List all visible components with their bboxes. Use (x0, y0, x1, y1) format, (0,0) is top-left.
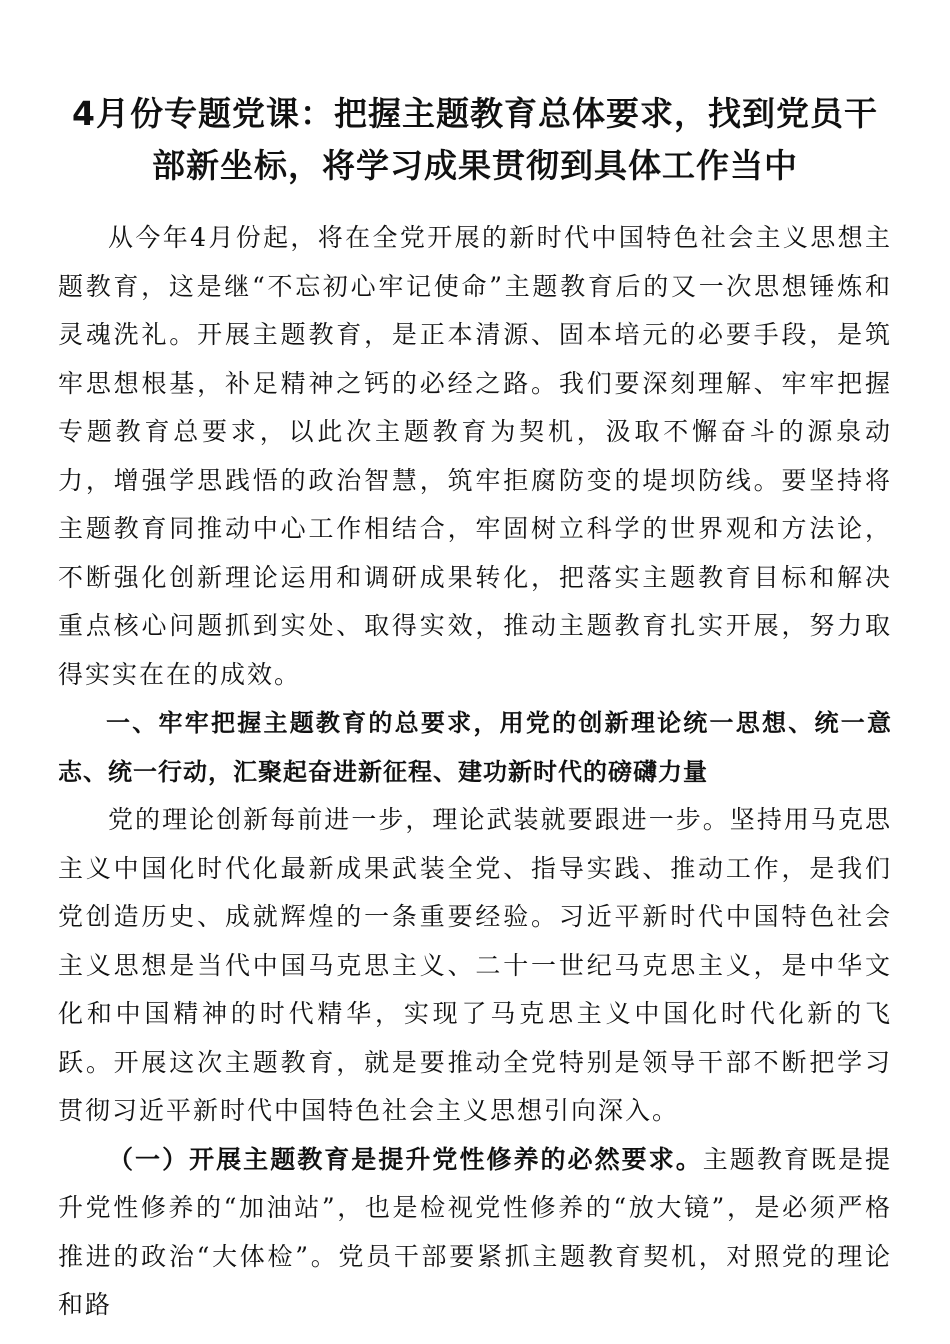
subsection-1-body: 主题教育既是提升党性修养的“加油站”，也是检视党性修养的“放大镜”，是必须严格推进的政治“大体检”。党员干部要紧抓主题教育契机，对照党的理论和路 (58, 1144, 892, 1319)
subsection-1-heading: （一）开展主题教育是提升党性修养的必然要求。 (108, 1144, 703, 1174)
document-title: 4月份专题党课：把握主题教育总体要求，找到党员干部新坐标，将学习成果贯彻到具体工作当中 (72, 94, 878, 185)
section-1-paragraph: 党的理论创新每前进一步，理论武装就要跟进一步。坚持用马克思主义中国化时代化最新成果武装全党、指导实践、推动工作，是我们党创造历史、成就辉煌的一条重要经验。习近平新时代中国特色社会主义思想是当代中国马克思主义、二十一世纪马克思主义，是中华文化和中国精神的时代精华，实现了马克思主义中国化时代化新的飞跃。开展这次主题教育，就是要推动全党特别是领导干部不断把学习贯彻习近平新时代中国特色社会主义思想引向深入。 (58, 805, 892, 1125)
subsection-1-paragraph (58, 1136, 892, 1330)
intro-paragraph: 从今年4月份起，将在全党开展的新时代中国特色社会主义思想主题教育，这是继“不忘初心牢记使命”主题教育后的又一次思想锤炼和灵魂洗礼。开展主题教育，是正本清源、固本培元的必要手段，是筑牢思想根基，补足精神之钙的必经之路。我们要深刻理解、牢牢把握专题教育总要求，以此次主题教育为契机，汲取不懈奋斗的源泉动力，增强学思践悟的政治智慧，筑牢拒腐防变的堤坝防线。要坚持将主题教育同推动中心工作相结合，牢固树立科学的世界观和方法论，不断强化创新理论运用和调研成果转化，把落实主题教育目标和解决重点核心问题抓到实处、取得实效，推动主题教育扎实开展，努力取得实实在在的成效。 (58, 223, 892, 689)
section-heading-1: 一、牢牢把握主题教育的总要求，用党的创新理论统一思想、统一意志、统一行动，汇聚起奋进新征程、建功新时代的磅礴力量 (58, 709, 892, 786)
